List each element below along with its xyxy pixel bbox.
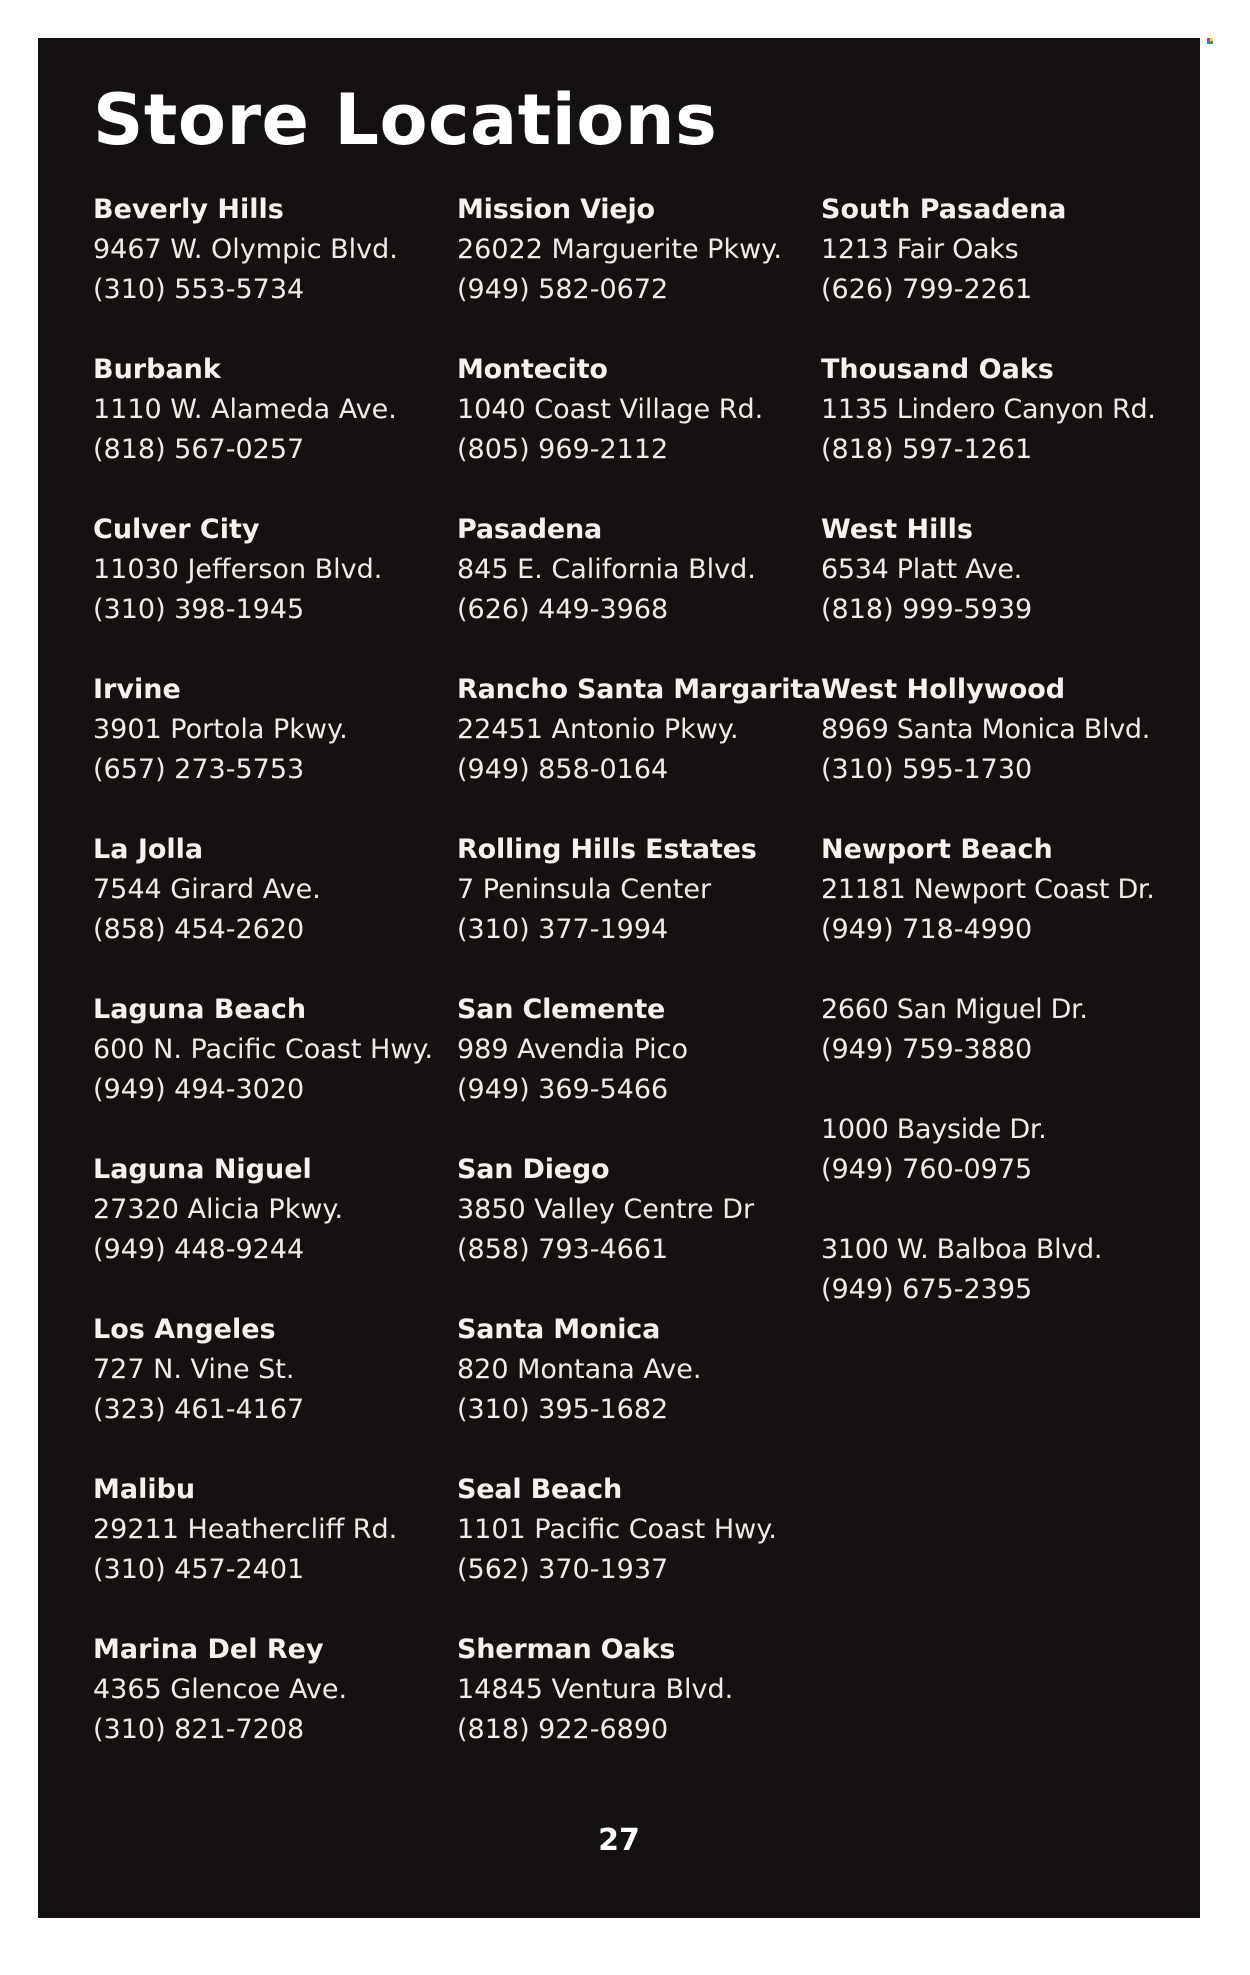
store-address: 2660 San Miguel Dr. bbox=[821, 994, 1088, 1025]
store-column-1 bbox=[93, 190, 453, 1790]
store-address: 7544 Girard Ave. bbox=[93, 874, 321, 905]
store-address: 989 Avendia Pico bbox=[457, 1034, 689, 1065]
store-address: 727 N. Vine St. bbox=[93, 1354, 295, 1385]
store-address: 7 Peninsula Center bbox=[457, 874, 712, 905]
store-address: 21181 Newport Coast Dr. bbox=[821, 874, 1155, 905]
store-address: 3850 Valley Centre Dr bbox=[457, 1194, 755, 1225]
store-name: Beverly Hills bbox=[93, 194, 284, 225]
store-entry bbox=[93, 1470, 453, 1630]
store-name: La Jolla bbox=[93, 834, 204, 865]
store-entry bbox=[457, 510, 817, 670]
store-name: Santa Monica bbox=[457, 1314, 661, 1345]
store-phone: (562) 370-1937 bbox=[457, 1554, 669, 1585]
store-phone: (949) 759-3880 bbox=[821, 1034, 1033, 1065]
store-phone: (949) 369-5466 bbox=[457, 1074, 669, 1105]
store-name: Malibu bbox=[93, 1474, 196, 1505]
store-entry bbox=[821, 990, 1196, 1110]
store-address: 1213 Fair Oaks bbox=[821, 234, 1019, 265]
store-entry bbox=[93, 1310, 453, 1470]
store-entry bbox=[457, 990, 817, 1150]
store-entry bbox=[457, 1310, 817, 1470]
store-address: 14845 Ventura Blvd. bbox=[457, 1674, 734, 1705]
store-name: West Hollywood bbox=[821, 674, 1066, 705]
store-entry bbox=[821, 510, 1196, 670]
store-address: 1135 Lindero Canyon Rd. bbox=[821, 394, 1156, 425]
store-phone: (949) 718-4990 bbox=[821, 914, 1033, 945]
store-entry bbox=[821, 1110, 1196, 1230]
store-name: Pasadena bbox=[457, 514, 603, 545]
store-phone: (626) 799-2261 bbox=[821, 274, 1033, 305]
store-phone: (949) 494-3020 bbox=[93, 1074, 305, 1105]
store-name: Seal Beach bbox=[457, 1474, 622, 1505]
color-registration-mark bbox=[1207, 38, 1215, 46]
store-address: 820 Montana Ave. bbox=[457, 1354, 702, 1385]
store-name: Mission Viejo bbox=[457, 194, 655, 225]
store-entry bbox=[821, 670, 1196, 830]
store-name: West Hills bbox=[821, 514, 973, 545]
store-locations-page bbox=[38, 38, 1200, 1918]
store-entry bbox=[821, 1230, 1196, 1350]
store-phone: (310) 821-7208 bbox=[93, 1714, 305, 1745]
store-phone: (310) 553-5734 bbox=[93, 274, 305, 305]
store-phone: (323) 461-4167 bbox=[93, 1394, 305, 1425]
store-name: Burbank bbox=[93, 354, 221, 385]
store-entry bbox=[93, 1150, 453, 1310]
store-phone: (310) 595-1730 bbox=[821, 754, 1033, 785]
store-name: Los Angeles bbox=[93, 1314, 276, 1345]
store-entry bbox=[457, 350, 817, 510]
store-entry bbox=[93, 190, 453, 350]
store-phone: (657) 273-5753 bbox=[93, 754, 305, 785]
store-phone: (818) 567-0257 bbox=[93, 434, 305, 465]
store-entry bbox=[457, 670, 822, 830]
store-name: Montecito bbox=[457, 354, 608, 385]
store-phone: (310) 457-2401 bbox=[93, 1554, 305, 1585]
store-address: 3901 Portola Pkwy. bbox=[93, 714, 348, 745]
page-title: Store Locations bbox=[93, 79, 718, 161]
store-name: Rancho Santa Margarita bbox=[457, 674, 822, 705]
store-entry bbox=[457, 190, 817, 350]
store-name: Laguna Niguel bbox=[93, 1154, 312, 1185]
store-address: 1040 Coast Village Rd. bbox=[457, 394, 764, 425]
store-phone: (310) 395-1682 bbox=[457, 1394, 669, 1425]
store-phone: (949) 760-0975 bbox=[821, 1154, 1033, 1185]
store-entry bbox=[457, 1630, 817, 1790]
store-entry bbox=[93, 990, 453, 1150]
store-phone: (949) 582-0672 bbox=[457, 274, 669, 305]
store-name: Thousand Oaks bbox=[821, 354, 1054, 385]
store-phone: (949) 448-9244 bbox=[93, 1234, 305, 1265]
store-name: South Pasadena bbox=[821, 194, 1067, 225]
store-entry bbox=[457, 1150, 817, 1310]
store-entry bbox=[457, 1470, 817, 1630]
store-entry bbox=[93, 670, 453, 830]
store-address: 8969 Santa Monica Blvd. bbox=[821, 714, 1151, 745]
page-number: 27 bbox=[598, 1823, 640, 1858]
store-entry bbox=[93, 510, 453, 670]
store-address: 600 N. Pacific Coast Hwy. bbox=[93, 1034, 434, 1065]
store-address: 9467 W. Olympic Blvd. bbox=[93, 234, 398, 265]
store-phone: (818) 922-6890 bbox=[457, 1714, 669, 1745]
store-phone: (818) 999-5939 bbox=[821, 594, 1033, 625]
store-name: Marina Del Rey bbox=[93, 1634, 324, 1665]
store-name: Irvine bbox=[93, 674, 181, 705]
store-phone: (858) 793-4661 bbox=[457, 1234, 669, 1265]
store-address: 1110 W. Alameda Ave. bbox=[93, 394, 397, 425]
store-address: 11030 Jefferson Blvd. bbox=[93, 554, 383, 585]
store-phone: (858) 454-2620 bbox=[93, 914, 305, 945]
store-name: Culver City bbox=[93, 514, 260, 545]
store-name: Sherman Oaks bbox=[457, 1634, 676, 1665]
store-name: San Clemente bbox=[457, 994, 666, 1025]
store-column-3 bbox=[821, 190, 1196, 1350]
store-phone: (949) 858-0164 bbox=[457, 754, 669, 785]
store-phone: (805) 969-2112 bbox=[457, 434, 669, 465]
store-address: 4365 Glencoe Ave. bbox=[93, 1674, 348, 1705]
store-entry bbox=[93, 350, 453, 510]
store-address: 1000 Bayside Dr. bbox=[821, 1114, 1047, 1145]
store-address: 29211 Heathercliff Rd. bbox=[93, 1514, 398, 1545]
store-entry bbox=[821, 830, 1196, 990]
store-entry bbox=[821, 190, 1196, 350]
store-phone: (310) 377-1994 bbox=[457, 914, 669, 945]
store-entry bbox=[821, 350, 1196, 510]
store-address: 6534 Platt Ave. bbox=[821, 554, 1022, 585]
store-phone: (949) 675-2395 bbox=[821, 1274, 1033, 1305]
store-phone: (818) 597-1261 bbox=[821, 434, 1033, 465]
store-entry bbox=[93, 830, 453, 990]
store-phone: (310) 398-1945 bbox=[93, 594, 305, 625]
store-name: Laguna Beach bbox=[93, 994, 307, 1025]
store-name: Rolling Hills Estates bbox=[457, 834, 757, 865]
store-column-2 bbox=[457, 190, 822, 1790]
store-address: 1101 Pacific Coast Hwy. bbox=[457, 1514, 777, 1545]
store-address: 26022 Marguerite Pkwy. bbox=[457, 234, 782, 265]
store-phone: (626) 449-3968 bbox=[457, 594, 669, 625]
store-address: 3100 W. Balboa Blvd. bbox=[821, 1234, 1103, 1265]
store-address: 22451 Antonio Pkwy. bbox=[457, 714, 739, 745]
store-name: San Diego bbox=[457, 1154, 610, 1185]
store-name: Newport Beach bbox=[821, 834, 1053, 865]
store-entry bbox=[93, 1630, 453, 1790]
store-address: 27320 Alicia Pkwy. bbox=[93, 1194, 344, 1225]
store-entry bbox=[457, 830, 817, 990]
store-address: 845 E. California Blvd. bbox=[457, 554, 756, 585]
